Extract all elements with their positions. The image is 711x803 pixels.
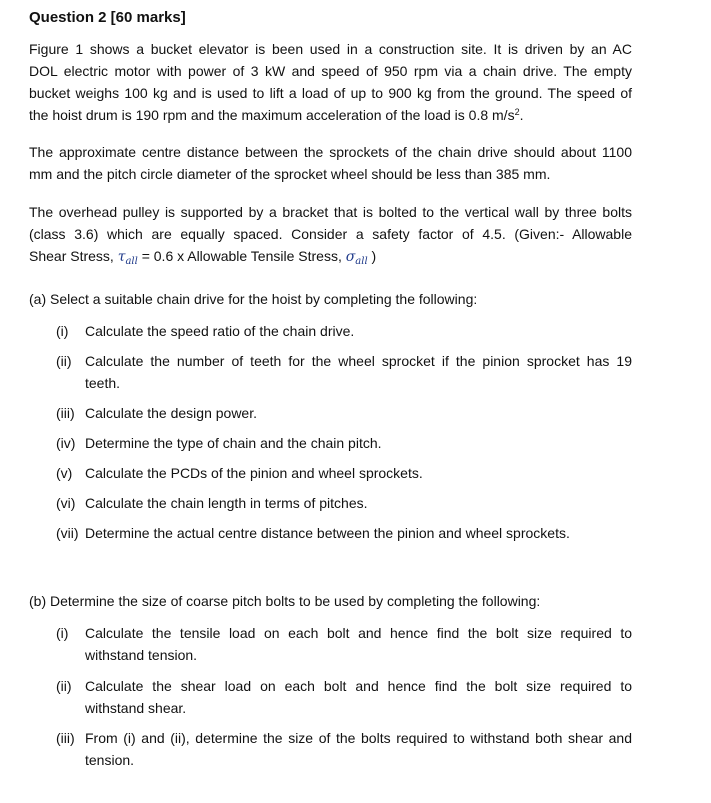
- sigma-symbol: $\sigma_{all}$: [345, 249, 368, 267]
- tau-symbol: $\tau_{all}$: [117, 249, 138, 267]
- item-text: From (i) and (ii), determine the size of the bolts required to withstand both shear and tension.: [85, 730, 632, 768]
- item-text: Calculate the chain length in terms of pitches.: [85, 495, 368, 511]
- item-text: Determine the type of chain and the chain pitch.: [85, 435, 382, 451]
- part-b-lead: (b) Determine the size of coarse pitch bolts to be used by completing the following:: [29, 593, 541, 609]
- paragraph-line: The overhead pulley is supported by a bracket that is bolted to the vertical wall by three bolts: [29, 204, 632, 220]
- item-text: Calculate the shear load on each bolt and hence find the bolt size required to withstand shear.: [85, 678, 632, 716]
- paragraph-line: DOL electric motor with power of 3 kW and speed of 950 rpm via a chain drive. The empty: [29, 63, 632, 79]
- item-text: Determine the actual centre distance between the pinion and wheel sprockets.: [85, 525, 570, 541]
- item-number: (ii): [56, 678, 72, 694]
- item-text: Calculate the design power.: [85, 405, 257, 421]
- paragraph-line: (class 3.6) which are equally spaced. Consider a safety factor of 4.5. (Given:- Allowable: [29, 226, 632, 242]
- item-number: (iii): [56, 730, 75, 746]
- question-heading: Question 2 [60 marks]: [29, 9, 186, 26]
- item-number: (v): [56, 465, 73, 481]
- part-a-lead: (a) Select a suitable chain drive for the hoist by completing the following:: [29, 291, 478, 307]
- item-number: (vii): [56, 525, 79, 541]
- item-text: Calculate the number of teeth for the wheel sprocket if the pinion sprocket has 19 teeth.: [85, 353, 632, 391]
- paragraph-line: bucket weighs 100 kg and is used to lift a load of up to 900 kg from the ground. The speed of: [29, 85, 632, 101]
- paragraph-line: mm and the pitch circle diameter of the sprocket wheel should be less than 385 mm.: [29, 166, 551, 182]
- bracket-paragraph: [29, 201, 632, 273]
- item-number: (iv): [56, 435, 76, 451]
- closing-paren: ): [367, 248, 377, 264]
- item-number: (ii): [56, 353, 72, 369]
- item-text: Calculate the tensile load on each bolt and hence find the bolt size required to withstand tension.: [85, 625, 632, 663]
- item-text: Calculate the speed ratio of the chain drive.: [85, 323, 355, 339]
- paragraph-line: [29, 245, 632, 273]
- tensile-stress-text: = 0.6 x Allowable Tensile Stress,: [137, 248, 346, 264]
- paragraph-line: Figure 1 shows a bucket elevator is been used in a construction site. It is driven by an AC: [29, 41, 632, 57]
- period: .: [519, 107, 524, 123]
- acceleration-text: the hoist drum is 190 rpm and the maximum acceleration of the load is 0.8 m/s: [29, 107, 515, 123]
- exponent: 2: [514, 107, 520, 117]
- shear-stress-text: Shear Stress,: [29, 248, 118, 264]
- item-number: (i): [56, 625, 69, 641]
- item-number: (iii): [56, 405, 75, 421]
- paragraph-line: [29, 104, 632, 126]
- item-number: (vi): [56, 495, 76, 511]
- item-text: Calculate the PCDs of the pinion and wheel sprockets.: [85, 465, 423, 481]
- centre-distance-paragraph: [29, 141, 632, 185]
- paragraph-line: The approximate centre distance between the sprockets of the chain drive should about 1100: [29, 144, 632, 160]
- item-number: (i): [56, 323, 69, 339]
- intro-paragraph: [29, 38, 632, 126]
